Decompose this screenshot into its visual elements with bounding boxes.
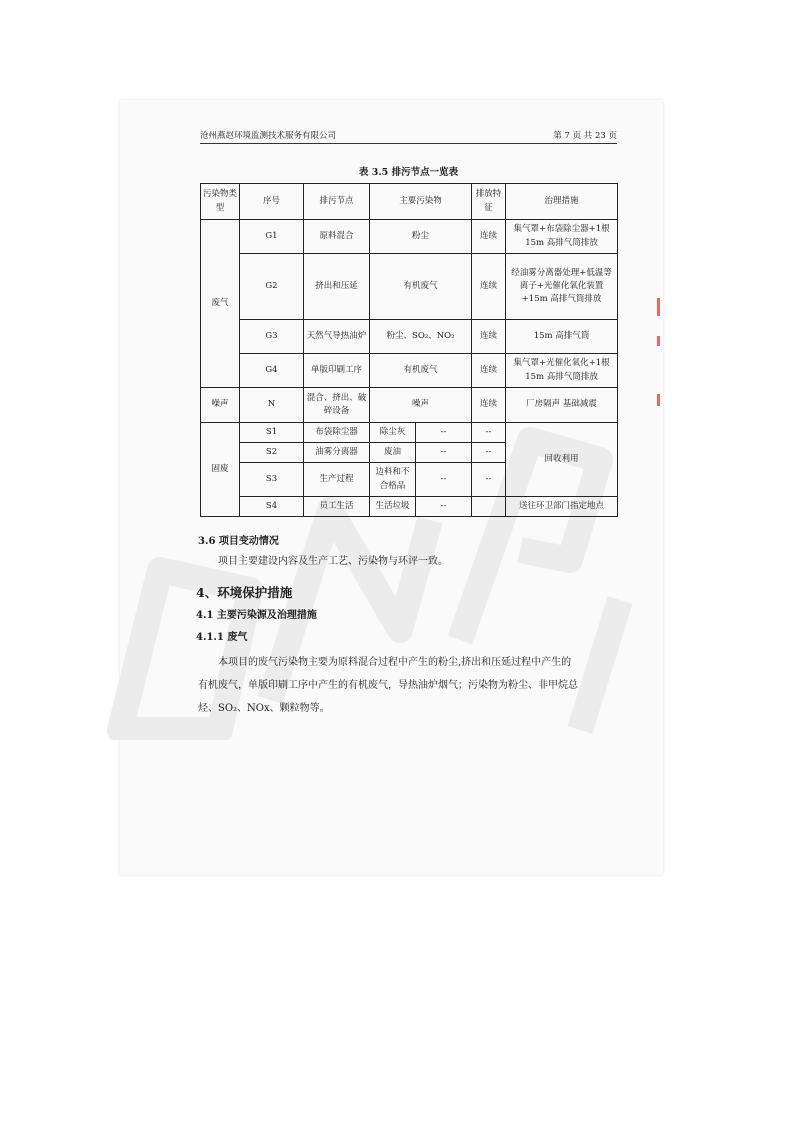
paragraph-line: 烃、SO₂、NOx、颗粒物等。 [198, 703, 330, 714]
cell-feature: 连续 [472, 320, 506, 354]
cell-feature [472, 497, 506, 517]
scan-edge-mark [657, 298, 660, 316]
cell-measure-sanitation: 送往环卫部门指定地点 [506, 497, 618, 517]
table-row [201, 320, 618, 354]
cell-pollutant: 有机废气 [370, 254, 472, 320]
cell-node: 原料混合 [304, 220, 370, 254]
cell-node: 生产过程 [304, 463, 370, 497]
cell-no: G3 [240, 320, 304, 354]
table-row [201, 354, 618, 388]
section-4-1-title: 4.1 主要污染源及治理措施 [196, 610, 317, 621]
header-feature: 排放特征 [472, 184, 506, 220]
section-4-1-1-title: 4.1.1 废气 [196, 632, 248, 643]
category-gas: 废气 [201, 220, 240, 388]
cell-node: 混合、挤出、破碎设备 [304, 388, 370, 423]
header-type: 污染物类型 [201, 184, 240, 220]
scan-edge-mark [657, 394, 660, 406]
table-row [201, 423, 618, 443]
cell-pollutant: 除尘灰 [370, 423, 416, 443]
company-name: 沧州燕赵环境监测技术服务有限公司 [200, 131, 337, 141]
cell-no: N [240, 388, 304, 423]
section-3-6-text: 项目主要建设内容及生产工艺、污染物与环评一致。 [218, 556, 448, 567]
section-4-title: 4、环境保护措施 [196, 585, 293, 600]
cell-measure: 经油雾分离器处理+低温等离子+光催化氧化装置+15m 高排气筒排放 [506, 254, 618, 320]
header-measure: 治理措施 [506, 184, 618, 220]
cell-no: G1 [240, 220, 304, 254]
cell-amount: -- [416, 497, 472, 517]
cell-no: G2 [240, 254, 304, 320]
scan-edge-mark [657, 336, 660, 346]
cell-node: 单版印刷工序 [304, 354, 370, 388]
cell-amount: -- [416, 463, 472, 497]
cell-feature: -- [472, 423, 506, 443]
category-solid: 固废 [201, 423, 240, 517]
page-number: 第 7 页 共 23 页 [553, 131, 617, 141]
header-pollutant: 主要污染物 [370, 184, 472, 220]
cell-no: S4 [240, 497, 304, 517]
cell-node: 挤出和压延 [304, 254, 370, 320]
cell-measure: 集气罩+光催化氧化+1根 15m 高排气筒排放 [506, 354, 618, 388]
table-caption: 表 3.5 排污节点一览表 [358, 167, 459, 178]
cell-pollutant: 废油 [370, 443, 416, 463]
cell-pollutant: 生活垃圾 [370, 497, 416, 517]
cell-measure: 集气罩+布袋除尘器+1根 15m 高排气筒排放 [506, 220, 618, 254]
cell-node: 员工生活 [304, 497, 370, 517]
cell-node: 油雾分离器 [304, 443, 370, 463]
cell-feature: -- [472, 463, 506, 497]
cell-measure: 15m 高排气筒 [506, 320, 618, 354]
table-row [201, 220, 618, 254]
cell-feature: -- [472, 443, 506, 463]
cell-feature: 连续 [472, 354, 506, 388]
cell-feature: 连续 [472, 254, 506, 320]
cell-node: 布袋除尘器 [304, 423, 370, 443]
cell-pollutant: 粉尘、SO₂、NO₂ [370, 320, 472, 354]
cell-pollutant: 噪声 [370, 388, 472, 423]
discharge-node-table [200, 183, 618, 517]
header-no: 序号 [240, 184, 304, 220]
page-header [200, 127, 617, 144]
cell-pollutant: 边料和不合格品 [370, 463, 416, 497]
category-noise: 噪声 [201, 388, 240, 423]
cell-pollutant: 有机废气 [370, 354, 472, 388]
cell-amount: -- [416, 423, 472, 443]
cell-amount: -- [416, 443, 472, 463]
cell-measure-recycle: 回收利用 [506, 423, 618, 497]
cell-pollutant: 粉尘 [370, 220, 472, 254]
table-row [201, 388, 618, 423]
cell-node: 天然气导热油炉 [304, 320, 370, 354]
paragraph-line: 有机废气，单版印刷工序中产生的有机废气，导热油炉烟气；污染物为粉尘、非甲烷总 [198, 680, 578, 691]
header-node: 排污节点 [304, 184, 370, 220]
table-header-row [201, 184, 618, 220]
table-row [201, 254, 618, 320]
cell-no: S2 [240, 443, 304, 463]
table-row [201, 497, 618, 517]
cell-no: S1 [240, 423, 304, 443]
paragraph-line: 本项目的废气污染物主要为原料混合过程中产生的粉尘,挤出和压延过程中产生的 [218, 657, 572, 668]
cell-no: G4 [240, 354, 304, 388]
cell-no: S3 [240, 463, 304, 497]
cell-measure: 厂房隔声 基础减震 [506, 388, 618, 423]
cell-feature: 连续 [472, 388, 506, 423]
cell-feature: 连续 [472, 220, 506, 254]
section-3-6-title: 3.6 项目变动情况 [198, 536, 279, 547]
